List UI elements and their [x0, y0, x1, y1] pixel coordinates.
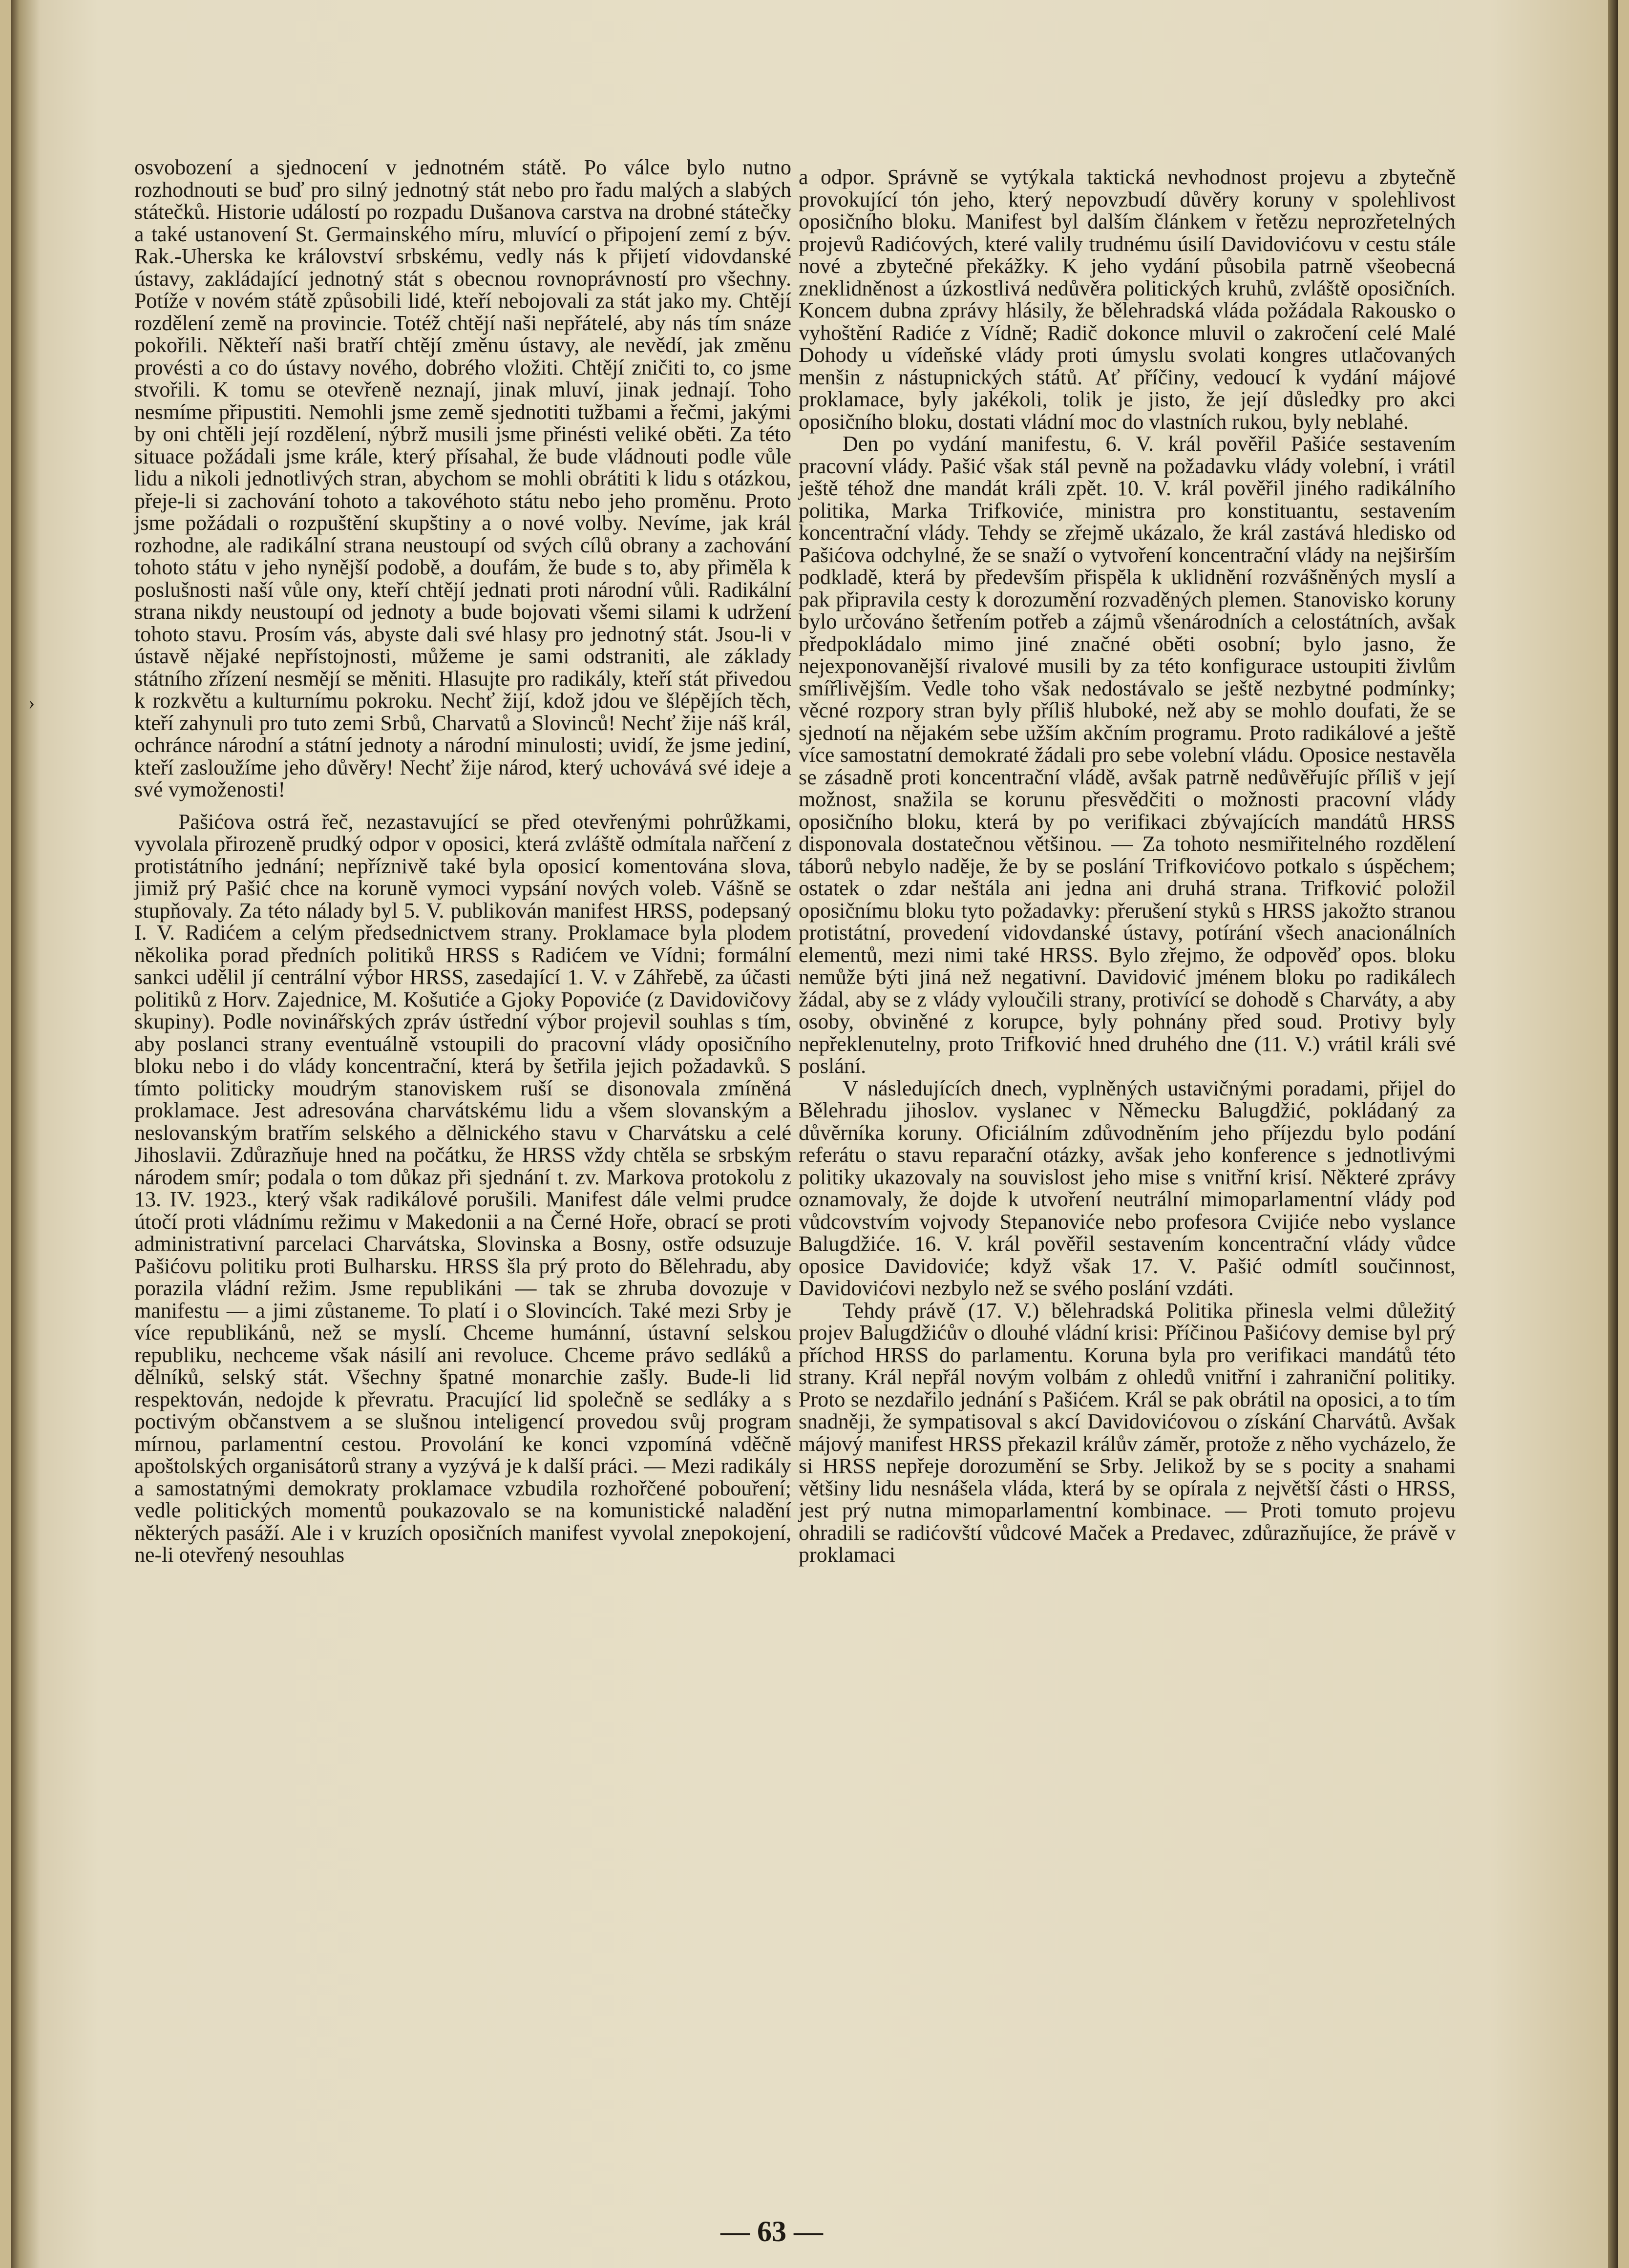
right-paragraph-1: a odpor. Správně se vytýkala taktická nevhodnost projevu a zbytečně provokující tón jeho, který nepovzbudí důvěry koruny v spolehlivost oposičního bloku. Manifest byl dalším článkem v řetězu neprozřetelných projevů Radićových, které valily trudnému úsilí Davidovićovu v cestu stále nové a zbytečné překážky. K jeho vydání působila patrně všeobecná zneklidněnost a úzkostlivá nedůvěra politických kruhů, zvláště oposičních. Koncem dubna zprávy hlásily, že bělehradská vláda požádala Rakousko o vyhoštění Radiće z Vídně; Radič dokonce mluvil o zakročení celé Malé Dohody u vídeňské vlády proti úmyslu svolati kongres utlačovaných menšin z nástupnických států. Ať příčiny, vedoucí k vydání májové proklamace, byly jakékoli, tolik je jisto, že její důsledky pro akci oposičního bloku, dostati vládní moc do vlastních rukou, byly neblahé. [799, 165, 1456, 434]
right-column [799, 166, 1456, 1566]
page-number: — 63 — [720, 2215, 823, 2247]
right-paragraph-4: Tehdy právě (17. V.) bělehradská Politika přinesla velmi důležitý projev Balugdžićův o dlouhé vládní krisi: Příčinou Pašićovy demise byl prý příchod HRSS do parlamentu. Koruna byla pro verifikaci mandátů této strany. Král nepřál novým volbám z ohledů vnitřní i zahraniční politiky. Proto se nezdařilo jednání s Pašićem. Král se pak obrátil na oposici, a to tím snadněji, že sympatisoval s akcí Davidovićovou o získání Charvátů. Avšak májový manifest HRSS překazil králův záměr, protože z něho vycházelo, že si HRSS nepřeje dorozumění se Srby. Jelikož by se s pocity a snahami většiny lidu nesnášela vláda, která by se opírala z největší části o HRSS, jest prý nutna mimoparlamentní kombinace. — Proti tomuto projevu ohradili se radićovští vůdcové Maček a Predavec, zdůrazňujíce, že právě v proklamaci [799, 1298, 1456, 1567]
left-paragraph-1: osvobození a sjednocení v jednotném státě. Po válce bylo nutno rozhodnouti se buď pro silný jednotný stát nebo pro řadu malých a slabých státečků. Historie událostí po rozpadu Dušanova carstva na drobné státečky a také ustanovení St. Germainského míru, mluvící o připojení zemí z býv. Rak.-Uherska ke království srbskému, vedly nás k přijetí vidovdanské ústavy, zakládající jednotný stát s obecnou rovnoprávností pro všechny. Potíže v novém státě způsobili lidé, kteří nebojovali za stát jako my. Chtějí rozdělení země na provincie. Totéž chtějí naši nepřátelé, aby nás tím snáze pokořili. Někteří naši bratří chtějí změnu ústavy, ale nevědí, jak změnu provésti a co do ústavy nového, dobrého vložiti. Chtějí zničiti to, co jsme stvořili. K tomu se otevřeně neznají, jinak mluví, jinak jednají. Toho nesmíme připustiti. Nemohli jsme země sjednotiti tužbami a řečmi, jakými by oni chtěli její rozdělení, nýbrž musili jsme přinésti veliké oběti. Za této situace požádali jsme krále, který přísahal, že bude vládnouti podle vůle lidu a nikoli jednotlivých stran, abychom se mohli obrátiti k lidu s otázkou, přeje-li si zachování tohoto a takovéhoto státu nebo jeho proměnu. Proto jsme požádali o rozpuštění skupštiny a o nové volby. Nevíme, jak král rozhodne, ale radikální strana neustoupí od svých cílů obrany a zachování tohoto státu v jeho nynější podobě, a doufám, že bude s to, aby přiměla k poslušnosti naší vůle ony, kteří chtějí jednati proti národní vůli. Radikální strana nikdy neustoupí od jednoty a bude bojovati všemi silami k udržení tohoto stavu. Prosím vás, abyste dali své hlasy pro jednotný stát. Jsou-li v ústavě nějaké nepřístojnosti, můžeme je sami odstraniti, ale základy státního zřízení nesmějí se měniti. Hlasujte pro radikály, kteří stát přivedou k rozkvětu a kulturnímu pokroku. Nechť žijí, kdož jdou ve šlépějích těch, kteří zahynuli pro tuto zemi Srbů, Charvatů a Slovinců! Nechť žije náš král, ochránce národní a státní jednoty a národní minulosti; uvidí, že jsme jediní, kteří zasloužíme jeho důvěry! Nechť žije národ, který uchovává své ideje a své vymoženosti! [134, 155, 791, 801]
left-column [134, 156, 791, 1566]
page-edge [1608, 0, 1618, 2268]
right-paragraph-3: V následujících dnech, vyplněných ustavičnými poradami, přijel do Bělehradu jihoslov. vyslanec v Německu Balugdžić, pokládaný za důvěrníka koruny. Oficiálním zdůvodněním jeho příjezdu bylo podání referátu o stavu reparační otázky, avšak jeho konference s jednotlivými politiky ukazovaly na souvislost jeho mise s vnitřní krisí. Některé zprávy oznamovaly, že dojde k utvoření neutrální mimoparlamentní vlády pod vůdcovstvím vojvody Stepanoviće nebo profesora Cvijiće nebo vyslance Balugdžiće. 16. V. král pověřil sestavením koncentrační vlády vůdce oposice Davidoviće; když však 17. V. Pašić odmítl součinnost, Davidovićovi nezbylo než se svého poslání vzdáti. [799, 1076, 1456, 1300]
right-paragraph-2: Den po vydání manifestu, 6. V. král pověřil Pašiće sestavením pracovní vlády. Pašić však stál pevně na požadavku vlády volební, i vrátil ještě téhož dne mandát králi zpět. 10. V. král pověřil jiného radikálního politika, Marka Trifkoviće, ministra pro konstituantu, sestavením koncentrační vlády. Tehdy se zřejmě ukázalo, že král zastává hledisko od Pašićova odchylné, že se snaží o vytvoření koncentrační vlády na nejširším podkladě, která by především přispěla k uklidnění rozvášněných myslí a pak připravila cesty k dorozumění rozvaděných plemen. Stanovisko koruny bylo určováno šetřením potřeb a zájmů všenárodních a celostátních, avšak předpokládalo mimo jiné značné oběti osobní; bylo jasno, že nejexponovanější rivalové musili by za této konfigurace ustoupiti živlům smířlivějším. Vedle toho však nedostávalo se ještě nezbytné podmínky; věcné rozpory stran byly příliš hluboké, než aby se mohlo doufati, že se sjednotí na nějakém sebe užším akčním programu. Proto radikálové a ještě více samostatní demokraté žádali pro sebe volební vládu. Oposice nestavěla se zásadně proti koncentrační vládě, avšak patrně nedůvěřujíc příliš v její možnost, snažila se korunu přesvědčiti o možnosti pracovní vlády oposičního bloku, která by po verifikaci zbývajících mandátů HRSS disponovala dostatečnou většinou. — Za tohoto nesmiřitelného rozdělení táborů nebylo naděje, že by se poslání Trifkovićovo potkalo s úspěchem; ostatek o zdar neštála ani jedna ani druhá strana. Trifković položil oposičnímu bloku tyto požadavky: přerušení styků s HRSS jakožto stranou protistátní, provedení vidovdanské ústavy, potírání všech anacionálních elementů, mezi nimi také HRSS. Bylo zřejmo, že odpověď opos. bloku nemůže býti jiná než negativní. Davidović jménem bloku po radikálech žádal, aby se z vlády vyloučili strany, protivící se dohodě s Charváty, a aby osoby, obviněné z korupce, byly pohnány před soud. Protivy byly nepřeklenutelny, proto Trifković hned druhého dne (11. V.) vrátil králi své poslání. [799, 432, 1456, 1078]
margin-mark: › [28, 692, 35, 714]
left-paragraph-2: Pašićova ostrá řeč, nezastavující se před otevřenými pohrůžkami, vyvolala přirozeně prudký odpor v oposici, která zvláště odmítala nařčení z protistátního jednání; nepříznivě také byla oposicí komentována slova, jimiž prý Pašić chce na koruně vymoci vypsání nových voleb. Vášně se stupňovaly. Za této nálady byl 5. V. publikován manifest HRSS, podepsaný I. V. Radićem a celým předsednictvem strany. Proklamace byla plodem několika porad předních politiků HRSS s Radićem ve Vídni; formální sankci udělil jí centrální výbor HRSS, zasedající 1. V. v Záhřebě, za účasti politiků z Horv. Zajednice, M. Košutiće a Gjoky Popoviće (z Davidovičovy skupiny). Podle novinářských zpráv ústřední výbor projevil souhlas s tím, aby poslanci strany eventuálně vstoupili do pracovní vlády oposičního bloku nebo i do vlády koncentrační, která by šetřila jejich požadavků. S tímto politicky moudrým stanoviskem ruší se disonovala zmíněná proklamace. Jest adresována charvátskému lidu a všem slovanským a neslovanským bratřím selského a dělnického stavu v Charvátsku a celé Jihoslavii. Zdůrazňuje hned na počátku, že HRSS vždy chtěla se srbským národem smír; podala o tom důkaz při sjednání t. zv. Markova protokolu z 13. IV. 1923., který však radikálové porušili. Manifest dále velmi prudce útočí proti vládnímu režimu v Makedonii a na Černé Hoře, obrací se proti administrativní parcelaci Charvátska, Slovinska a Bosny, ostře odsuzuje Pašićovu politiku proti Bulharsku. HRSS šla prý proto do Bělehradu, aby porazila vládní režim. Jsme republikáni — tak se zhruba dovozuje v manifestu — a jimi zůstaneme. To platí i o Slovincích. Také mezi Srby je více republikánů, než se myslí. Chceme humánní, ústavní selskou republiku, nechceme však násilí ani revoluce. Chceme právo sedláků a dělníků, selský stát. Všechny špatné monarchie zašly. Bude-li lid respektován, nedojde k převratu. Pracující lid společně se sedláky a s poctivým občanstvem a se slušnou inteligencí provedou svůj program mírnou, parlamentní cestou. Provolání ke konci vzpomíná vděčně apoštolských organisátorů strany a vyzývá je k další práci. — Mezi radikály a samostatnými demokraty proklamace vzbudila rozhořčené pobouření; vedle politických momentů poukazovalo se na komunistické naladění některých pasáží. Ale i v kruzích oposičních manifest vyvolal znepokojení, ne-li otevřený nesouhlas [134, 809, 791, 1567]
